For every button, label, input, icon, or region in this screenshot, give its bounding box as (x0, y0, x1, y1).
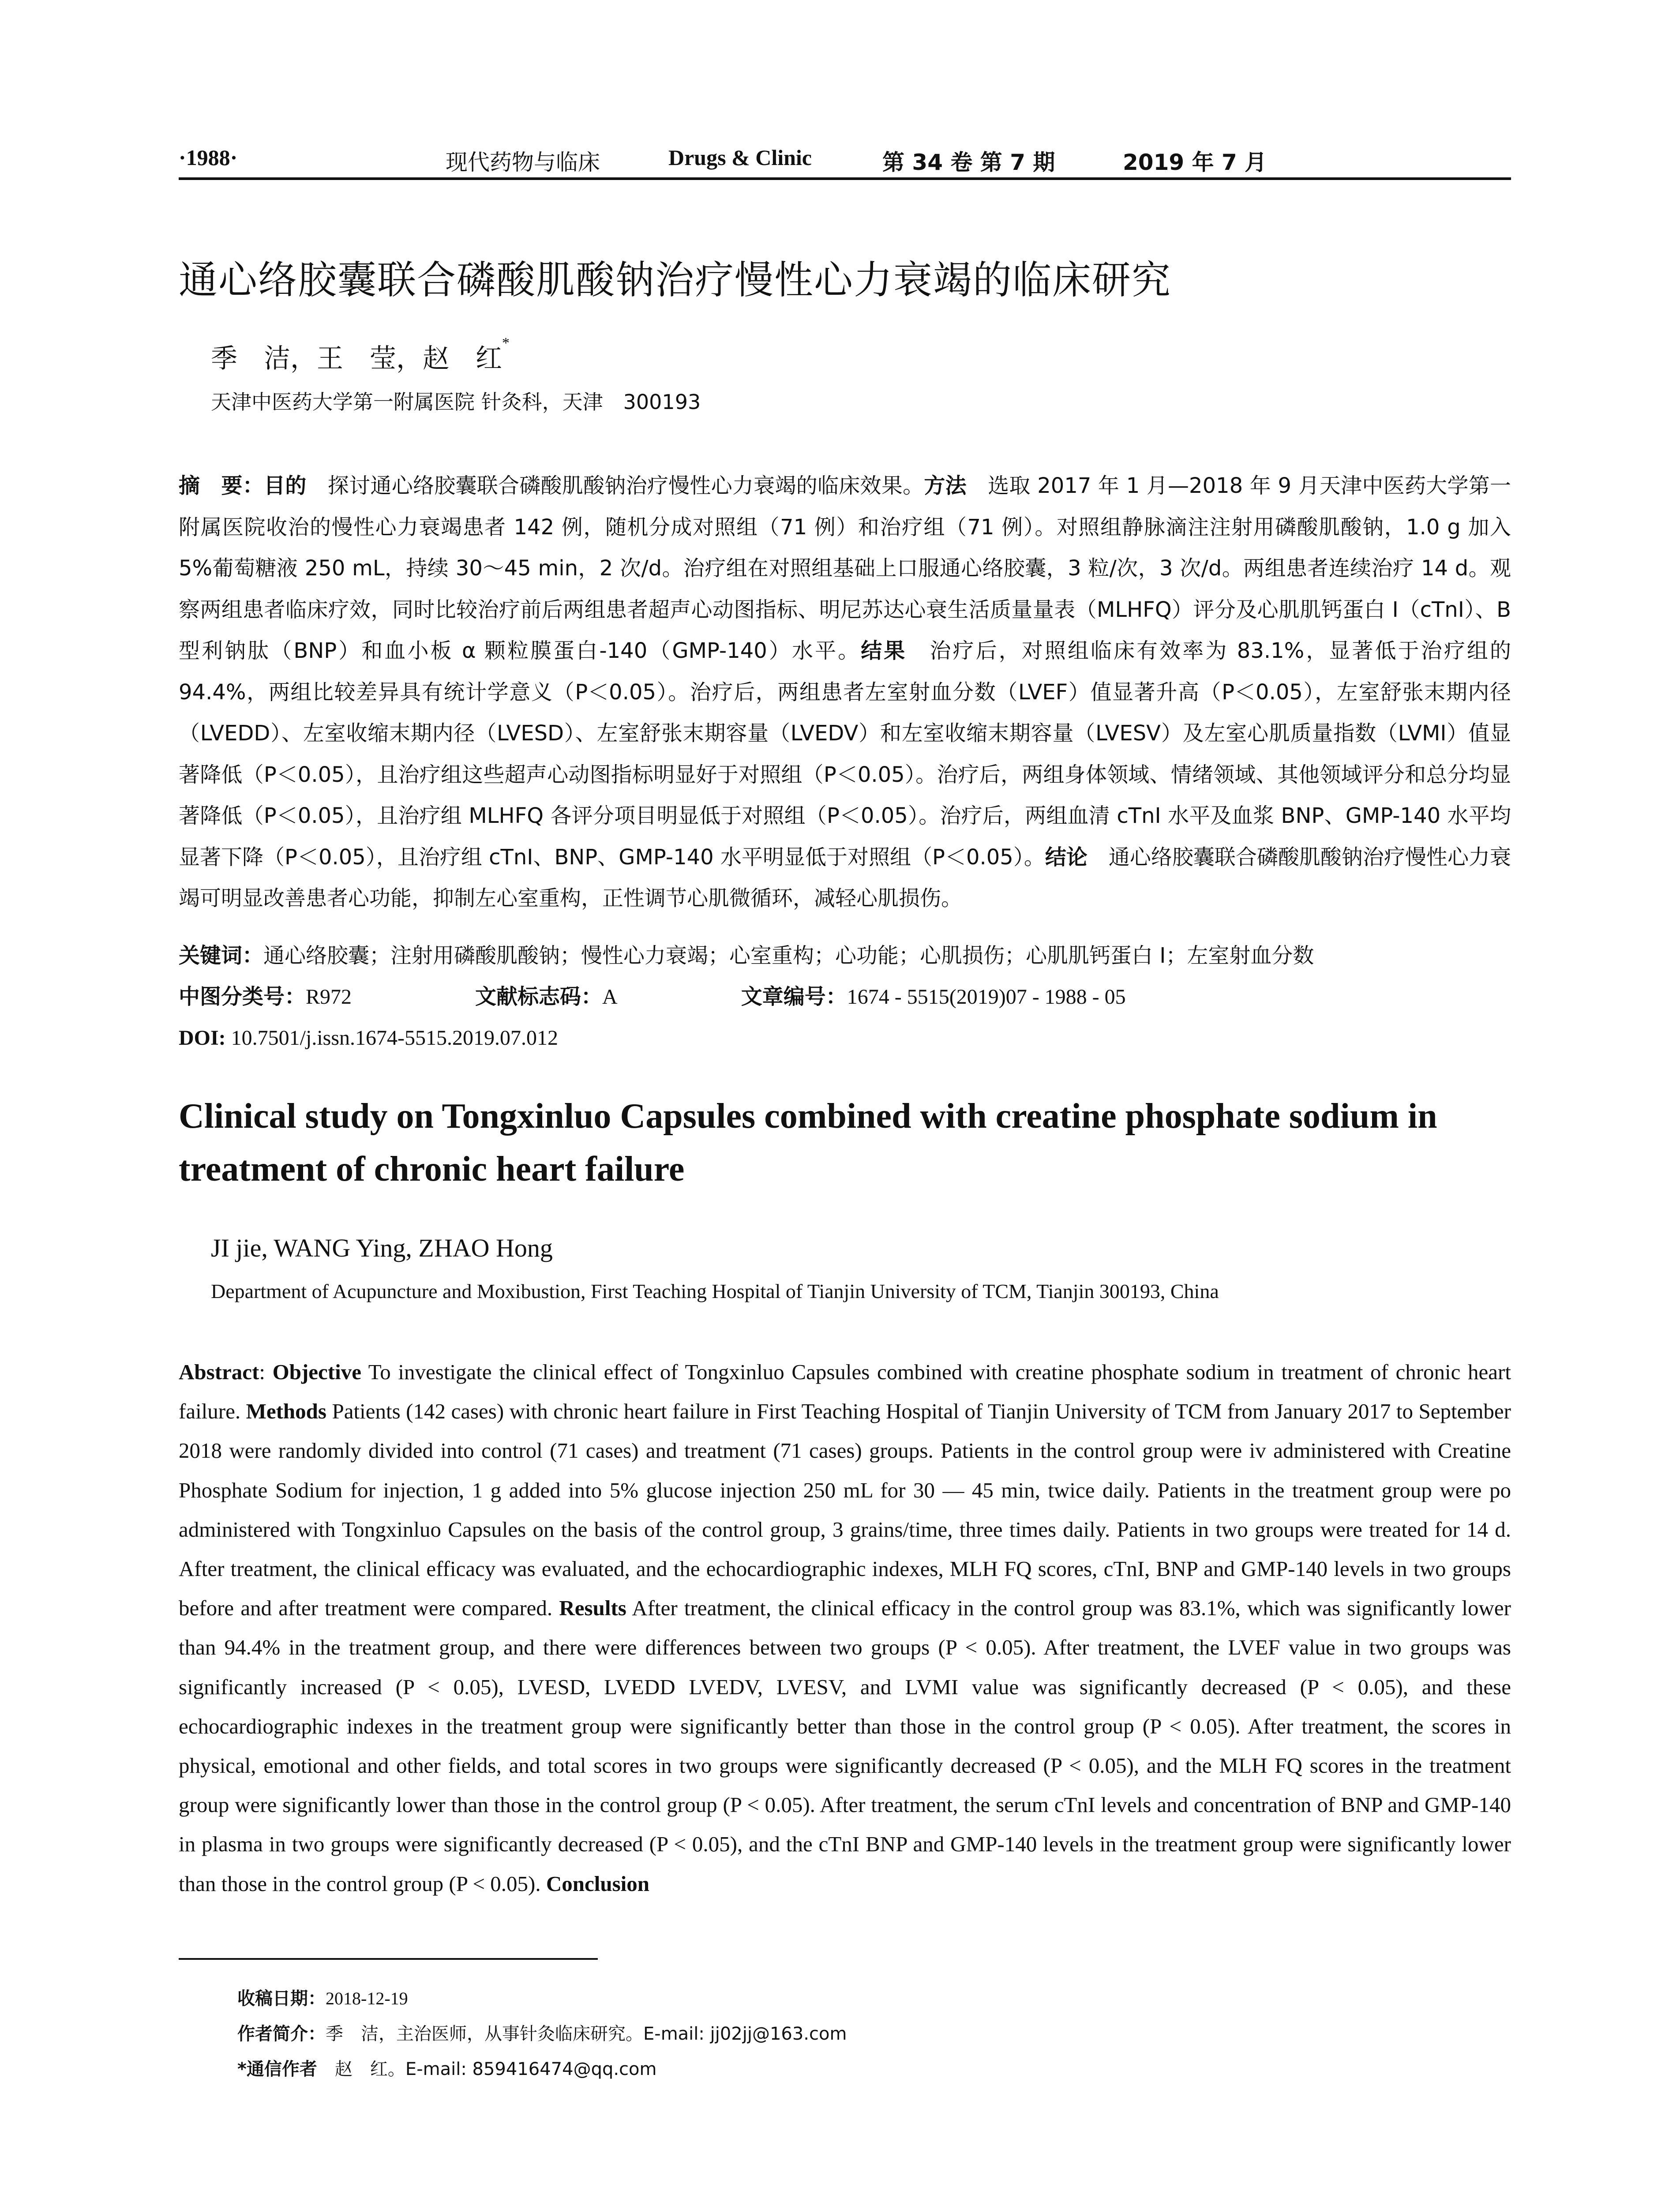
keywords: 通心络胶囊；注射用磷酸肌酸钠；慢性心力衰竭；心室重构；心功能；心肌损伤；心肌肌钙蛋白 I；左室射血分数 (263, 943, 1314, 968)
received-date: 2018-12-19 (326, 1988, 408, 2008)
header-rule (179, 177, 1511, 180)
volume-issue: 第 34 卷 第 7 期 (882, 150, 1055, 175)
cn-abstract-label: 摘 要： (179, 473, 264, 498)
classification-row (179, 976, 1511, 1017)
received-label: 收稿日期： (237, 1988, 326, 2009)
keywords-row (179, 935, 1511, 976)
page-number: ·1988· (179, 145, 238, 170)
footnotes (237, 1981, 847, 2087)
footnote-corresponding (237, 2052, 847, 2087)
en-title: Clinical study on Tongxinluo Capsules combined with creatine phosphate sodium in treatment of chronic heart failure (179, 1097, 1437, 1189)
cn-affiliation: 天津中医药大学第一附属医院 针灸科，天津 300193 (211, 390, 701, 414)
cn-conclusion-text: 通心络胶囊联合磷酸肌酸钠治疗慢性心力衰竭可明显改善患者心功能，抑制左心室重构，正性调节心肌微循环，减轻心肌损伤。 (179, 844, 1511, 911)
en-conclusion-label: Conclusion (546, 1871, 650, 1896)
footnote-rule (179, 1958, 598, 1960)
doi-link[interactable]: 10.7501/j.issn.1674-5515.2019.07.012 (225, 1026, 559, 1050)
issue-date: 2019 年 7 月 (1123, 150, 1267, 175)
article-number-label: 文章编号： (741, 984, 847, 1009)
cn-results-label: 结果 (861, 638, 907, 663)
article-number: 1674 - 5515(2019)07 - 1988 - 05 (847, 985, 1126, 1009)
cn-article-meta (179, 935, 1511, 1058)
en-objective-label: Objective (272, 1360, 361, 1384)
cn-authors (211, 335, 510, 375)
keywords-label: 关键词： (179, 943, 264, 968)
cn-author-names: 季 洁，王 莹，赵 红 (211, 344, 502, 373)
footnote-author (237, 2016, 847, 2052)
journal-name-en: Drugs & Clinic (668, 145, 812, 170)
cn-objective-text: 探讨通心络胶囊联合磷酸肌酸钠治疗慢性心力衰竭的临床效果。 (306, 473, 924, 498)
clc-code: R972 (306, 985, 352, 1009)
cn-methods-label: 方法 (924, 473, 967, 498)
cn-objective-label: 目的 (264, 473, 307, 498)
cn-results-text: 治疗后，对照组临床有效率为 83.1%，显著低于治疗组的 94.4%，两组比较差异具有统计学意义（P＜0.05）。治疗后，两组患者左室射血分数（LVEF）值显著升高（P＜0.05），左室舒张末期内径（LVEDD）、左室收缩末期内径（LVESD）、左室舒张末期容量（LVEDV）和左室收缩末期容量（LVESV）及左室心肌质量指数（LVMI）值显著降低（P＜0.05），且治疗组这些超声心动图指标明显好于对照组（P＜0.05）。治疗后，两组身体领域、情绪领域、其他领域评分和总分均显著降低（P＜0.05），且治疗组 MLHFQ 各评分项目明显低于对照组（P＜0.05）。治疗后，两组血清 cTnI 水平及血浆 BNP、GMP-140 水平均显著下降（P＜0.05），且治疗组 cTnI、BNP、GMP-140 水平明显低于对照组（P＜0.05）。 (179, 638, 1511, 870)
cn-methods-text: 选取 2017 年 1 月—2018 年 9 月天津中医药大学第一附属医院收治的慢性心力衰竭患者 142 例，随机分成对照组（71 例）和治疗组（71 例）。对照组静脉滴注注射用磷酸肌酸钠，1.0 g 加入 5%葡萄糖液 250 mL，持续 30～45 min，2 次/d。治疗组在对照组基础上口服通心络胶囊，3 粒/次，3 次/d。两组患者连续治疗 14 d。观察两组患者临床疗效，同时比较治疗前后两组患者超声心动图指标、明尼苏达心衰生活质量量表（MLHFQ）评分及心肌肌钙蛋白 I（cTnI）、B 型利钠肽（BNP）和血小板 α 颗粒膜蛋白-140（GMP-140）水平。 (179, 473, 1511, 663)
en-methods-label: Methods (246, 1399, 326, 1424)
en-abstract (179, 1352, 1511, 1903)
clc-label: 中图分类号： (179, 984, 306, 1009)
en-authors: JI jie, WANG Ying, ZHAO Hong (211, 1234, 553, 1262)
doc-code: A (602, 985, 618, 1009)
running-header (179, 140, 1511, 180)
en-abstract-colon: : (259, 1360, 273, 1384)
cn-conclusion-label: 结论 (1045, 844, 1088, 870)
en-results-text: After treatment, the clinical efficacy in the control group was 83.1%, which was significantly lower than 94.4% in the treatment group, and there were differences between two groups (P < 0.05). After treatment, the LVEF value in two groups was significantly increased (P < 0.05), LVESD, LVEDD LVEDV, LVESV, and LVMI value was significantly decreased (P < 0.05), and these echocardiographic indexes in the treatment group were significantly better than those in the control group (P < 0.05). After treatment, the scores in physical, emotional and other fields, and total scores in two groups were significantly decreased (P < 0.05), and the MLH FQ scores in the treatment group were significantly lower than those in the control group (P < 0.05). After treatment, the serum cTnI levels and concentration of BNP and GMP-140 in plasma in two groups were significantly decreased (P < 0.05), and the cTnI BNP and GMP-140 levels in the treatment group were significantly lower than those in the control group (P < 0.05). (179, 1596, 1511, 1896)
en-results-label: Results (559, 1596, 626, 1621)
doi-label: DOI: (179, 1026, 226, 1050)
doc-code-label: 文献标志码： (475, 984, 603, 1009)
en-abstract-label: Abstract (179, 1360, 259, 1384)
en-objective-text: To investigate the clinical effect of Tongxinluo Capsules combined with creatine phosphate sodium in treatment of chronic heart failure. (179, 1360, 1511, 1424)
cn-title: 通心络胶囊联合磷酸肌酸钠治疗慢性心力衰竭的临床研究 (179, 257, 1172, 303)
cn-abstract (179, 465, 1511, 919)
footnote-received (237, 1981, 847, 2016)
author-bio-label: 作者简介： (237, 2024, 326, 2044)
en-affiliation: Department of Acupuncture and Moxibustion, First Teaching Hospital of Tianjin University of TCM, Tianjin 300193, China (211, 1280, 1219, 1302)
en-methods-text: Patients (142 cases) with chronic heart failure in First Teaching Hospital of Tianjin University of TCM from January 2017 to September 2018 were randomly divided into control (71 cases) and treatment (71 cases) groups. Patients in the control group were iv administered with Creatine Phosphate Sodium for injection, 1 g added into 5% glucose injection 250 mL for 30 — 45 min, twice daily. Patients in the treatment group were po administered with Tongxinluo Capsules on the basis of the control group, 3 grains/time, three times daily. Patients in two groups were treated for 14 d. After treatment, the clinical efficacy was evaluated, and the echocardiographic indexes, MLH FQ scores, cTnI, BNP and GMP-140 levels in two groups before and after treatment were compared. (179, 1399, 1511, 1621)
corresponding-label: *通信作者 (237, 2059, 317, 2079)
author-bio: 季 洁，主治医师，从事针灸临床研究。E-mail: jj02jj@163.com (326, 2024, 847, 2044)
corresponding-author: 赵 红。E-mail: 859416474@qq.com (317, 2059, 657, 2079)
corresponding-author-mark: * (502, 335, 510, 351)
journal-name-cn: 现代药物与临床 (446, 150, 600, 175)
doi-row (179, 1017, 1511, 1058)
